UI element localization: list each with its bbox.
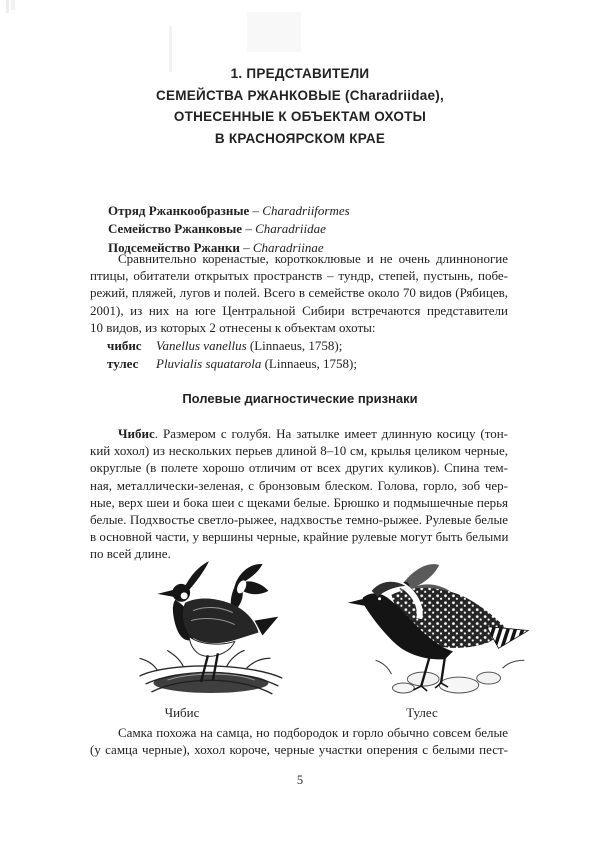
species-row-lapwing [90,337,508,355]
species-lead-word: Чибис [118,426,155,441]
species-authority: (Linnaeus, 1758); [249,338,343,353]
chapter-title-line: 1. ПРЕДСТАВИТЕЛИ [230,66,370,81]
figure-caption: Чибис [164,705,200,720]
taxon-rank: Подсемейство Ржанки [108,239,240,255]
species-common-name: чибис [107,338,142,353]
chapter-title-line: ОТНЕСЕННЫЕ К ОБЪЕКТАМ ОХОТЫ [173,109,427,124]
taxon-rank: Отряд Ржанкообразные [108,203,250,218]
scan-artifact [6,0,9,13]
dash-separator: – [252,203,260,218]
paragraph-line: белые. Подхвостье светло-рыжее, надхвостье темно-рыжее. Рулевые белые [90,512,508,528]
taxon-latin-name: Charadriidae [255,221,326,237]
species-latin-name: Pluvialis squatarola [156,356,262,371]
section-heading-field-signs: Полевые диагностические признаки [182,391,418,406]
paragraph-line: ная, металлически-зеленая, с бронзовым блеском. Голова, горло, зоб чер- [90,477,508,493]
paragraph-line: Сравнительно коренастые, короткоклювые и не очень длинноногие [118,251,508,266]
paragraph-line: Самка похожа на самца, но подбородок и горло обычно совсем белые [118,725,508,740]
taxon-latin-name: Charadriinae [252,239,324,255]
species-row-plover [90,355,508,373]
paragraph-line: режий, пляжей, лугов и полей. Всего в семействе около 70 видов (Рябицев, [90,285,508,301]
species-common-name: тулес [107,356,139,371]
paragraph-line: 2001), из них на юге Центральной Сибири встречаются представители [90,302,508,318]
paragraph-line: (у самца черные), хохол короче, черные участки оперения с белыми пест- [90,742,508,758]
figure-grey-plover [332,559,562,721]
lapwing-description-paragraph [90,425,508,563]
figure-lapwing [88,559,318,721]
taxon-latin-name: Charadriiformes [262,203,350,218]
lapwing-illustration [88,559,318,704]
bird-figures-row [88,559,562,721]
paragraph-line: в основной части, у вершины черные, крайние рулевые могут быть белыми [90,529,509,545]
dash-separator: – [243,239,250,255]
paragraph-line: птицы, обитатели открытых пространств – тундр, степей, пустынь, побе- [90,268,508,284]
closing-paragraph [90,724,508,758]
taxonomy-row-family [90,220,508,238]
intro-paragraph [90,250,508,336]
paragraph-line: по всей длине. [90,546,171,562]
figure-caption: Тулес [406,705,438,720]
chapter-title-line: СЕМЕЙСТВА РЖАНКОВЫЕ (Charadriidae), [156,87,444,103]
grey-plover-illustration [332,559,562,704]
scan-artifact [11,0,15,10]
paragraph-line: 10 видов, из которых 2 отнесены к объектам охоты: [90,319,376,335]
huntable-species-list [90,337,508,373]
chapter-title [40,63,560,149]
paragraph-line [90,425,508,442]
paragraph-text: . Размером с голубя. На затылке имеет длинную косицу (тон- [154,426,508,441]
taxon-rank: Семейство Ржанковые [108,221,243,237]
chapter-title-line: В КРАСНОЯРСКОМ КРАЕ [214,130,386,146]
scan-artifact [247,12,301,52]
paragraph-line: округлые (в полете хорошо отличим от всех других куликов). Спина тем- [90,460,508,476]
dash-separator: – [245,221,252,237]
paragraph-line: ные, верх шеи и бока шеи с щеками белые. Брюшко и подмышечные перья [90,494,508,510]
taxonomy-row-order [90,202,508,220]
page-number: 5 [296,773,304,787]
species-authority: (Linnaeus, 1758); [264,356,357,371]
paragraph-line: кий хохол) из нескольких перьев длиной 8–10 см, крылья целиком черные, [90,443,508,459]
taxonomy-list [90,202,508,257]
species-latin-name: Vanellus vanellus [156,338,247,353]
